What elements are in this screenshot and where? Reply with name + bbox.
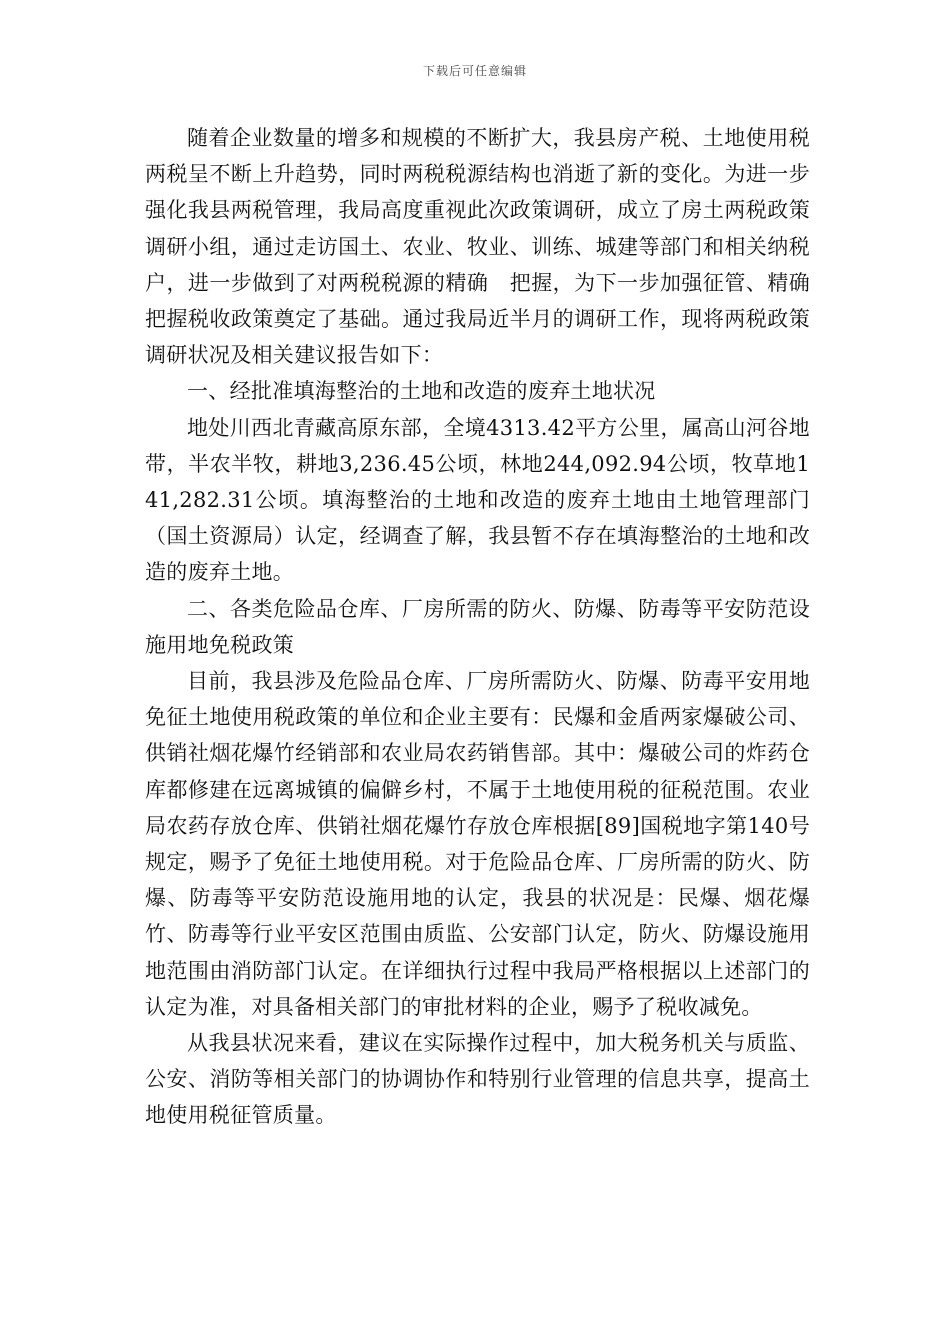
paragraph-recommendation: 从我县状况来看，建议在实际操作过程中，加大税务机关与质监、公安、消防等相关部门的协调协作和特别行业管理的信息共享，提高土地使用税征管质量。 [145,1031,810,1128]
paragraph-hazard-warehouses: 目前，我县涉及危险品仓库、厂房所需防火、防爆、防毒平安用地免征土地使用税政策的单位和企业主要有：民爆和金盾两家爆破公司、供销社烟花爆竹经销部和农业局农药销售部。其中：爆破公司的炸药仓库都修建在远离城镇的偏僻乡村，不属于土地使用税的征税范围。农业局农药存放仓库、供销社烟花爆竹存放仓库根据[89]国税地字第140号规定，赐予了免征土地使用税。对于危险品仓库、厂房所需的防火、防爆、防毒等平安防范设施用地的认定，我县的状况是：民爆、烟花爆竹、防毒等行业平安区范围由质监、公安部门认定，防火、防爆设施用地范围由消防部门认定。在详细执行过程中我局严格根据以上述部门的认定为准，对具备相关部门的审批材料的企业，赐予了税收减免。 [145,669,810,1019]
page-header: 下载后可任意编辑 [422,64,527,78]
document-body [145,120,832,1134]
paragraph-land-status: 地处川西北青藏高原东部，全境4313.42平方公里，属高山河谷地带，半农半牧，耕地3,236.45公顷，林地244,092.94公顷，牧草地141,282.31公顷。填海整治的土地和改造的废弃土地由土地管理部门（国土资源局）认定，经调查了解，我县暂不存在填海整治的土地和改造的废弃土地。 [145,415,810,585]
section-heading-1: 一、经批准填海整治的土地和改造的废弃土地状况 [187,379,656,404]
paragraph-intro: 随着企业数量的增多和规模的不断扩大，我县房产税、土地使用税两税呈不断上升趋势，同时两税税源结构也消逝了新的变化。为进一步强化我县两税管理，我局高度重视此次政策调研，成立了房土两税政策调研小组，通过走访国土、农业、牧业、训练、城建等部门和相关纳税户，进一步做到了对两税税源的精确 把握，为下一步加强征管、精确 把握税收政策奠定了基础。通过我局近半月的调研工作，现将两税政策调研状况及相关建议报告如下： [145,126,832,368]
section-heading-2: 二、各类危险品仓库、厂房所需的防火、防爆、防毒等平安防范设施用地免税政策 [145,596,810,657]
